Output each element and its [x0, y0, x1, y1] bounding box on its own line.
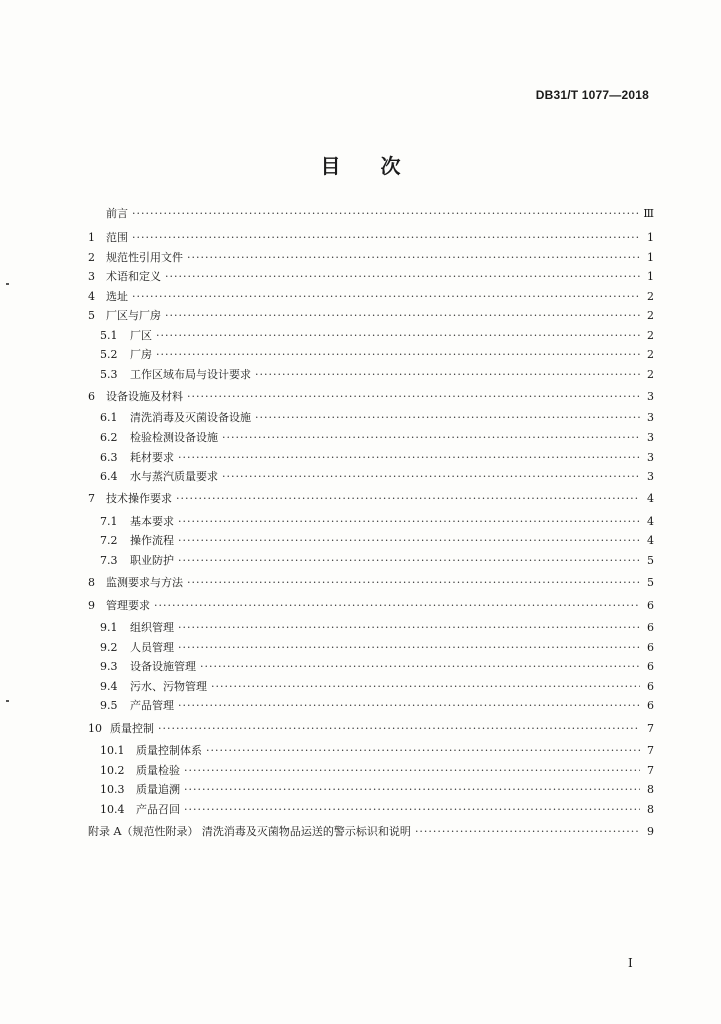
toc-entry[interactable]	[88, 251, 654, 265]
toc-entry-page: 6	[647, 641, 654, 654]
toc-entry-label: 质量追溯	[136, 783, 180, 796]
toc-entry-number: 9.3	[100, 660, 118, 673]
dot-leader	[255, 411, 640, 425]
toc-entry-number: 7.3	[100, 554, 118, 567]
toc-entry-page: 3	[647, 470, 654, 483]
toc-entry-number: 9.4	[100, 680, 118, 693]
toc-entry-label: 设备设施管理	[130, 660, 196, 673]
toc-entry-page: 6	[647, 599, 654, 612]
toc-entry-number: 9.2	[100, 641, 118, 654]
toc-entry-label: 规范性引用文件	[106, 251, 183, 264]
toc-entry[interactable]	[100, 699, 654, 713]
toc-entry-label: 厂区与厂房	[106, 309, 161, 322]
toc-entry[interactable]	[88, 599, 654, 613]
toc-entry-label: 监测要求与方法	[106, 576, 183, 589]
dot-leader	[187, 576, 640, 590]
toc-entry-label: 产品管理	[130, 699, 174, 712]
toc-entry[interactable]	[100, 764, 654, 778]
toc-entry-label: 产品召回	[136, 803, 180, 816]
toc-entry-number: 6.3	[100, 451, 118, 464]
toc-entry-label: 职业防护	[130, 554, 174, 567]
toc-entry-page: 3	[647, 451, 654, 464]
toc-entry[interactable]	[100, 680, 654, 694]
dot-leader	[178, 621, 640, 635]
toc-entry-number: 9	[88, 599, 95, 612]
dot-leader	[255, 368, 640, 382]
toc-entry-label: 清洗消毒及灭菌设备设施	[130, 411, 251, 424]
dot-leader	[222, 431, 640, 445]
scan-mark	[6, 700, 9, 702]
document-number: DB31/T 1077—2018	[535, 88, 649, 102]
toc-entry-page: 7	[647, 764, 654, 777]
toc-entry-number: 7.2	[100, 534, 118, 547]
toc-entry[interactable]	[100, 744, 654, 758]
dot-leader	[178, 641, 640, 655]
toc-entry[interactable]	[100, 515, 654, 529]
toc-entry-label: 前言	[106, 207, 128, 220]
dot-leader	[178, 699, 640, 713]
toc-entry-label: 术语和定义	[106, 270, 161, 283]
scan-mark	[6, 283, 9, 285]
dot-leader	[222, 470, 640, 484]
toc-entry-page: 1	[647, 251, 654, 264]
toc-entry[interactable]	[100, 621, 654, 635]
toc-entry-number: 7	[88, 492, 95, 505]
toc-entry[interactable]	[88, 270, 654, 284]
toc-entry-number: 4	[88, 290, 95, 303]
toc-entry-number: 1	[88, 231, 95, 244]
toc-entry-number: 6.1	[100, 411, 118, 424]
dot-leader	[178, 534, 640, 548]
toc-entry-page: 2	[647, 368, 654, 381]
toc-entry-page: 6	[647, 699, 654, 712]
toc-entry-number: 6	[88, 390, 95, 403]
toc-entry-page: 9	[647, 825, 654, 838]
dot-leader	[132, 290, 640, 304]
toc-entry[interactable]	[100, 431, 654, 445]
dot-leader	[158, 722, 640, 736]
toc-entry[interactable]	[100, 554, 654, 568]
toc-entry-label: 设备设施及材料	[106, 390, 183, 403]
toc-entry-label: 技术操作要求	[106, 492, 172, 505]
toc-entry-number: 2	[88, 251, 95, 264]
toc-entry[interactable]	[100, 660, 654, 674]
toc-entry-page: 2	[647, 348, 654, 361]
toc-entry-page: 8	[647, 803, 654, 816]
toc-entry-page: 1	[647, 270, 654, 283]
dot-leader	[178, 554, 640, 568]
toc-entry[interactable]	[88, 309, 654, 323]
toc-entry-number: 8	[88, 576, 95, 589]
toc-entry-page: Ⅲ	[643, 207, 654, 220]
dot-leader	[187, 251, 640, 265]
toc-entry-page: 6	[647, 621, 654, 634]
dot-leader	[200, 660, 640, 674]
toc-entry-number: 6.4	[100, 470, 118, 483]
dot-leader	[156, 348, 640, 362]
dot-leader	[132, 231, 640, 245]
toc-entry-label: 选址	[106, 290, 128, 303]
toc-entry-page: 3	[647, 431, 654, 444]
toc-entry-label: 范围	[106, 231, 128, 244]
toc-entry-number: 10.4	[100, 803, 125, 816]
toc-entry[interactable]	[88, 207, 654, 221]
toc-entry-label: 污水、污物管理	[130, 680, 207, 693]
toc-entry-label: 工作区域布局与设计要求	[130, 368, 251, 381]
toc-entry-number: 6.2	[100, 431, 118, 444]
toc-entry-label: 厂区	[130, 329, 152, 342]
toc-entry-page: 3	[647, 411, 654, 424]
toc-entry-number: 5.3	[100, 368, 118, 381]
toc-entry[interactable]	[100, 641, 654, 655]
toc-entry-label: 附录 A（规范性附录） 清洗消毒及灭菌物品运送的警示标识和说明	[88, 825, 411, 838]
toc-entry-label: 质量控制	[110, 722, 154, 735]
toc-entry-number: 9.1	[100, 621, 118, 634]
toc-entry-page: 6	[647, 680, 654, 693]
dot-leader	[178, 451, 640, 465]
toc-title-left: 目	[320, 154, 341, 178]
toc-entry-page: 1	[647, 231, 654, 244]
toc-entry-number: 10.1	[100, 744, 125, 757]
toc-entry-number: 9.5	[100, 699, 118, 712]
toc-entry[interactable]	[100, 451, 654, 465]
toc-entry-number: 5.1	[100, 329, 118, 342]
dot-leader	[165, 270, 640, 284]
toc-entry[interactable]	[100, 470, 654, 484]
dot-leader	[132, 207, 639, 221]
toc-entry-page: 6	[647, 660, 654, 673]
toc-entry-label: 操作流程	[130, 534, 174, 547]
toc-entry-page: 4	[647, 515, 654, 528]
toc-entry[interactable]	[88, 722, 654, 736]
toc-entry-page: 4	[647, 534, 654, 547]
toc-entry-label: 厂房	[130, 348, 152, 361]
toc-entry-number: 10.3	[100, 783, 125, 796]
dot-leader	[154, 599, 640, 613]
toc-entry-page: 2	[647, 309, 654, 322]
dot-leader	[184, 783, 640, 797]
toc-entry-label: 组织管理	[130, 621, 174, 634]
toc-entry[interactable]	[100, 411, 654, 425]
toc-entry-label: 质量检验	[136, 764, 180, 777]
toc-entry-page: 8	[647, 783, 654, 796]
dot-leader	[184, 803, 640, 817]
toc-entry-label: 管理要求	[106, 599, 150, 612]
toc-entry[interactable]	[100, 329, 654, 343]
toc-entry-number: 3	[88, 270, 95, 283]
toc-entry-page: 3	[647, 390, 654, 403]
toc-entry-number: 10	[88, 722, 102, 735]
toc-entry[interactable]	[88, 290, 654, 304]
toc-entry-page: 4	[647, 492, 654, 505]
toc-entry[interactable]	[88, 576, 654, 590]
toc-entry-label: 人员管理	[130, 641, 174, 654]
toc-entry-label: 基本要求	[130, 515, 174, 528]
toc-entry-label: 检验检测设备设施	[130, 431, 218, 444]
toc-entry[interactable]	[100, 348, 654, 362]
toc-entry-page: 7	[647, 722, 654, 735]
dot-leader	[165, 309, 640, 323]
dot-leader	[187, 390, 640, 404]
toc-entry-number: 5.2	[100, 348, 118, 361]
toc-entry[interactable]	[100, 368, 654, 382]
dot-leader	[415, 825, 640, 839]
toc-entry-page: 7	[647, 744, 654, 757]
toc-entry[interactable]	[88, 492, 654, 506]
dot-leader	[206, 744, 640, 758]
toc-entry[interactable]	[100, 534, 654, 548]
page-number: I	[628, 956, 633, 970]
toc-entry[interactable]	[100, 803, 654, 817]
dot-leader	[178, 515, 640, 529]
toc-entry[interactable]	[88, 825, 654, 839]
toc-entry-page: 2	[647, 290, 654, 303]
dot-leader	[156, 329, 640, 343]
toc-entry[interactable]	[88, 231, 654, 245]
toc-entry-number: 10.2	[100, 764, 125, 777]
toc-title	[0, 150, 721, 179]
toc-entry-label: 耗材要求	[130, 451, 174, 464]
toc-entry-page: 2	[647, 329, 654, 342]
toc-entry[interactable]	[100, 783, 654, 797]
dot-leader	[211, 680, 640, 694]
toc-entry-label: 水与蒸汽质量要求	[130, 470, 218, 483]
dot-leader	[176, 492, 640, 506]
dot-leader	[184, 764, 640, 778]
toc-entry-number: 5	[88, 309, 95, 322]
toc-entry[interactable]	[88, 390, 654, 404]
toc-entry-number: 7.1	[100, 515, 118, 528]
toc-title-right: 次	[380, 154, 401, 178]
toc-entry-label: 质量控制体系	[136, 744, 202, 757]
toc-entry-page: 5	[647, 576, 654, 589]
toc-entry-page: 5	[647, 554, 654, 567]
